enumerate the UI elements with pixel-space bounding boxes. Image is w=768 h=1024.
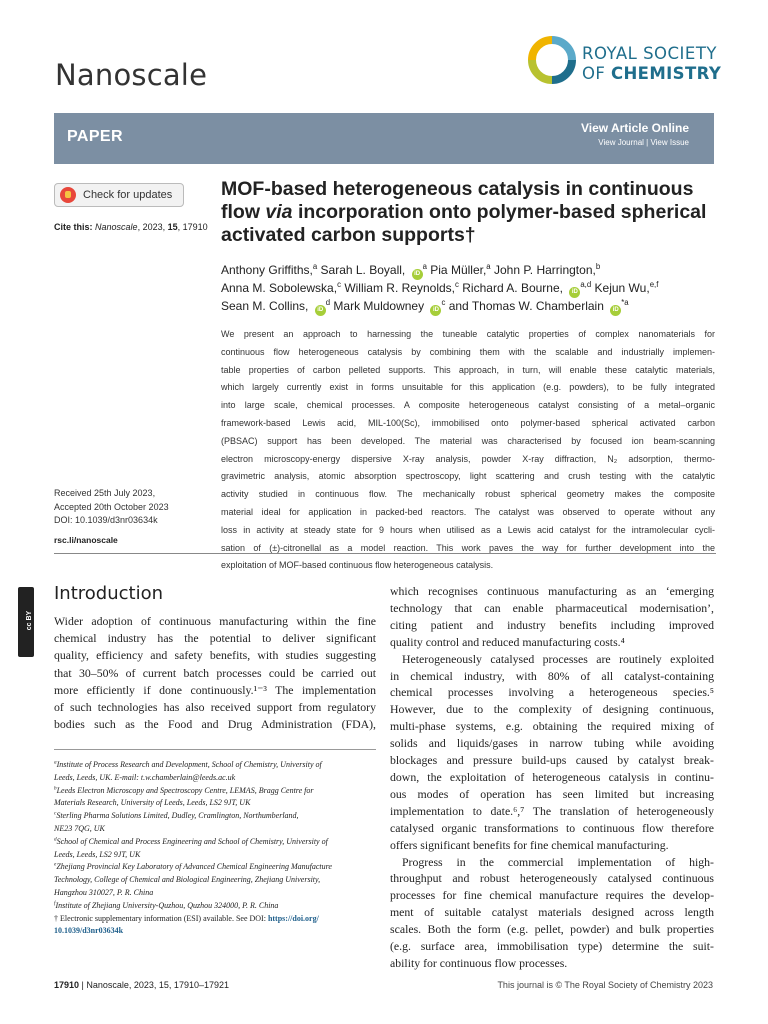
esi-note: † Electronic supplementary information (ESI) available. See DOI: https://doi.org/ [54, 913, 319, 923]
view-journal-issue-links[interactable]: View Journal | View Issue [598, 138, 689, 147]
author: Richard A. Bourne, [462, 281, 563, 295]
received-dates: Received 25th July 2023, Accepted 20th October 2023 [54, 488, 169, 512]
section-heading-introduction: Introduction [54, 583, 164, 604]
check-for-updates-label: Check for updates [83, 189, 173, 201]
author: John P. Harrington, [493, 263, 596, 277]
esi-doi-link[interactable]: 10.1039/d3nr03634k [54, 926, 124, 936]
rsc-logo[interactable] [528, 36, 722, 84]
affiliation-footnotes: $^a$Institute of Process Research and Development, School of Chemistry, University of Leeds, Leeds, UK. E-mail: t.w.chamberlain@leeds.ac.uk $^b$Leeds Electron Microscopy and Spectroscopy Centre, LEMAS, Bragg Centre for Materials Research, University of Leeds, Leeds, LS2 9JT, UK $^c$Sterling Pharma Solutions Limited, Dudley, Cramlington, Northumberland, NE23 7QG, UK $^d$School of Chemical and Process Engineering and School of Chemistry, University of Leeds, Leeds, LS2 9JT, UK $^e$Zhejiang Provincial Key Laboratory of Advanced Chemical Engineering Manufacture Technology, College of Chemical and Biological Engineering, Zhejiang University, Hangzhou 310027, P. R. China $^f$Institute of Zhejiang University-Quzhou, Quzhou 324000, P. R. China † Electronic supplementary information (ESI) available. See DOI: https://doi.org/ 10.1039/d3nr03634k [54, 759, 376, 938]
orcid-icon[interactable]: iD [315, 305, 326, 316]
article-type: PAPER [67, 128, 123, 145]
article-type-banner [54, 113, 714, 164]
body-text-right-column: which recognises continuous manufacturing as an ‘emerging technology that can enable pharmaceutical modernisation’, citing patient and industry benefits including improved quality control and reduced manufacturing costs.⁴ Heterogeneously catalysed processes are routinely exploited in chemical industry, with 80% of all catalyst-containing chemical processes involving a heterogeneous species.⁵ However, due to the complexity of designing continuous, multi-phase systems, e.g. obtaining the required mixing of solids and liquids/gases in narrow tubing while avoiding blockages and pressure build-ups caused by catalyst break- down, the exploitation of heterogeneous catalysis in continu- ous modes of operation has seen limited but increasing implementation to date.⁶,⁷ The translation of heterogeneously catalysed organic transformations to continuous flow therefore offers significant benefits for fine chemical manufacturing. Progress in the commercial implementation of high- throughput and robust heterogeneously catalysed continuous processes for fine chemical manufacture requires the develop- ment of suitable catalyst materials designed across length scales. Both the form (e.g. pellet, powder) and bulk properties (e.g. surface area, immobilisation type) determine the suit- ability for continuous flow processes. [390, 584, 714, 970]
author: and Thomas W. Chamberlain [448, 299, 604, 313]
cc-by-license-icon[interactable]: cc BY [18, 587, 34, 657]
author: Pia Müller, [430, 263, 487, 277]
rsc-name-line2: OF CHEMISTRY [582, 64, 722, 83]
footer-citation: 17910 | Nanoscale, 2023, 15, 17910–17921 [54, 980, 229, 990]
journal-name: Nanoscale [55, 58, 208, 92]
author: Anna M. Sobolewska, [221, 281, 338, 295]
divider [54, 553, 716, 554]
check-for-updates-button[interactable] [54, 183, 184, 207]
author: Mark Muldowney [333, 299, 425, 313]
doi[interactable]: DOI: 10.1039/d3nr03634k [54, 515, 158, 525]
author: Anthony Griffiths, [221, 263, 313, 277]
bookmark-icon [60, 187, 76, 203]
orcid-icon[interactable]: iD [430, 305, 441, 316]
orcid-icon[interactable]: iD [610, 305, 621, 316]
author: Sean M. Collins, [221, 299, 309, 313]
rsc-ring-icon [528, 36, 576, 84]
rsc-name-line1: ROYAL SOCIETY [582, 44, 718, 63]
author: William R. Reynolds, [344, 281, 456, 295]
body-text-left-column: Wider adoption of continuous manufacturing within the fine chemical industry has the potential to deliver significant quality, efficiency and safety benefits, with studies suggesting that 30–50% of current batch processes could be carried out more efficiently if done continuously.¹⁻³ The implementation of such technologies has also received support from regulatory bodies such as the Food and Drug Administration (FDA), [54, 614, 376, 732]
author-list: Anthony Griffiths,$^a$ Sarah L. Boyall, $iD^a$ Pia Müller,$^a$ John P. Harrington,$^b$ Anna M. Sobolewska,$^c$ William R. Reynolds,$^c$ Richard A. Bourne, iD$^{a,d}$ Kejun Wu,$^{e,f}$ Sean M. Collins, $iD^d$ Mark Muldowney $iD^c$ and Thomas W. Chamberlain $iD^{*a}$ [221, 262, 721, 316]
author: Kejun Wu, [594, 281, 650, 295]
orcid-icon[interactable]: iD [412, 269, 423, 280]
orcid-icon[interactable]: iD [569, 287, 580, 298]
esi-doi-link[interactable]: https://doi.org/ [267, 913, 319, 923]
author: Sarah L. Boyall, [320, 263, 406, 277]
cite-this: Cite this: Nanoscale, 2023, 15, 17910 [54, 222, 208, 232]
abstract: We present an approach to harnessing the tuneable catalytic properties of complex nanomaterials for continuous flow heterogeneous catalysis by combining them with the scalable and industrially implemen- table properties of carbon pelleted supports. This approach, in turn, will enable these catalytic materials, which largely currently exist in forms unsuitable for this application (e.g. powders), to be fully integrated into large scale, chemical processes. A composite heterogeneous catalyst consisting of a metal–organic framework-based Lewis acid, MIL-100(Sc), immobilised onto polymer-based spherical activated carbon (PBSAC) support has been developed. The material was characterised by focused ion beam-scanning electron microscopy-energy dispersive X-ray analysis, powder X-ray diffraction, N₂ adsorption, thermo- gravimetric analysis, atomic absorption spectroscopy, light scattering and crush testing with the catalytic activity studied in continuous flow. The mechanically robust spherical geometry makes the composite material ideal for application in packed-bed reactors. The catalyst was observed to operate without any loss in activity at steady state for 9 hours when utilised as a Lewis acid catalyst for the intramolecular cycli- sation of (±)-citronellal as a model reaction. This work paves the way for further development into the exploitation of MOF-based continuous flow heterogeneous catalysis. [221, 329, 715, 571]
article-title: MOF-based heterogeneous catalysis in continuous flow via incorporation onto polymer-based spherical activated carbon supports† [221, 178, 707, 246]
journal-short-link[interactable]: rsc.li/nanoscale [54, 535, 118, 545]
footer-copyright: This journal is © The Royal Society of Chemistry 2023 [497, 980, 713, 990]
view-article-online-link[interactable]: View Article Online [580, 121, 689, 135]
footnote-divider [54, 749, 376, 750]
